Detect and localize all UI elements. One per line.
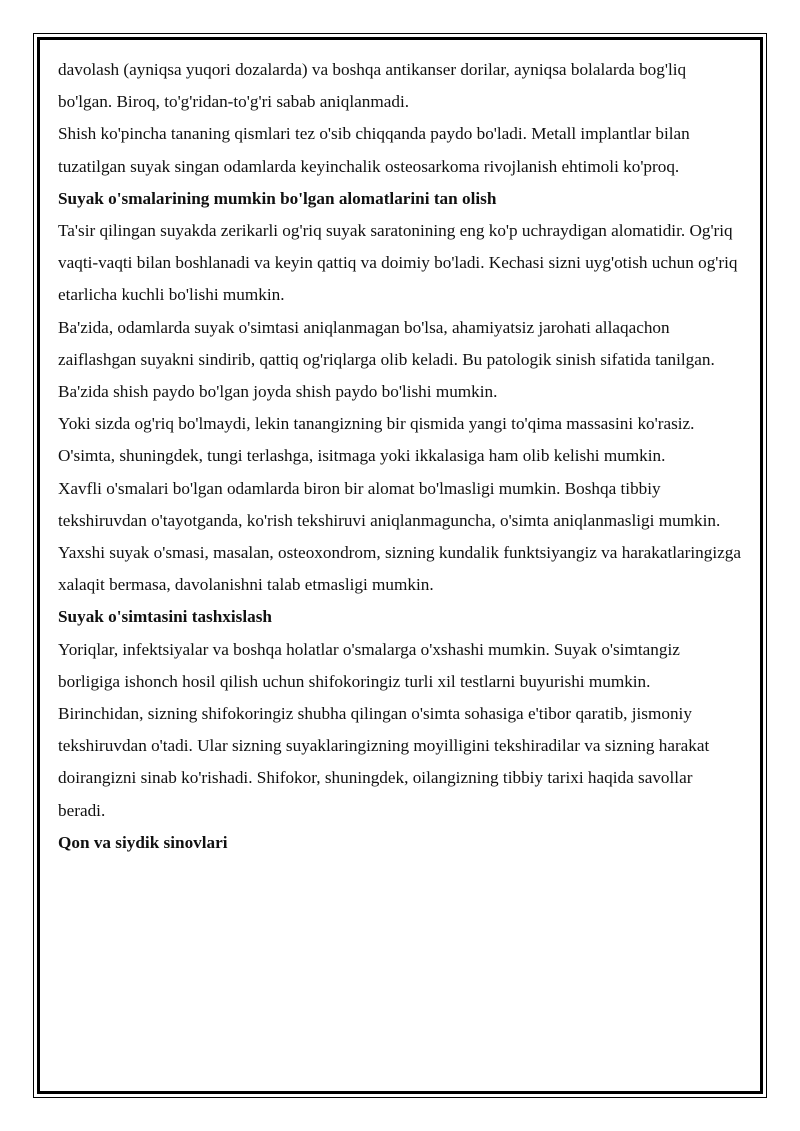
paragraph-intro-cont: davolash (ayniqsa yuqori dozalarda) va boshqa antikanser dorilar, ayniqsa bolalarda bog'liq bo'lgan. Biroq, to'g'ridan-to'g'ri sabab aniqlanmadi. — [58, 60, 687, 112]
paragraph-pain: Ta'sir qilingan suyakda zerikarli og'riq suyak saratonining eng ko'p uchraydigan alomatidir. Og'riq vaqti-vaqti bilan boshlanadi va keyin qattiq va doimiy bo'ladi. Kechasi sizni uyg'otish uchun og'riq etarlicha kuchli bo'lishi mumkin. — [58, 221, 738, 305]
heading-blood-urine: Qon va siydik sinovlari — [58, 832, 228, 852]
paragraph-no-symptoms: Xavfli o'smalari bo'lgan odamlarda biron bir alomat bo'lmasligi mumkin. Boshqa tibbiy tekshiruvdan o'tayotganda, ko'rish tekshiruvi aniqlanmaguncha, o'simta aniqlanmasligi mumkin. — [58, 478, 721, 530]
heading-symptoms: Suyak o'smalarining mumkin bo'lgan alomatlarini tan olish — [58, 188, 497, 208]
paragraph-tests: Yoriqlar, infektsiyalar va boshqa holatlar o'smalarga o'xshashi mumkin. Suyak o'simtangiz borligiga ishonch hosil qilish uchun shifokoringiz turli xil testlarni buyurishi mumkin. — [58, 639, 680, 691]
paragraph-mass: Yoki sizda og'riq bo'lmaydi, lekin tanangizning bir qismida yangi to'qima massasini ko'rasiz. O'simta, shuningdek, tungi terlashga, isitmaga yoki ikkalasiga ham olib kelishi mumkin. — [58, 414, 695, 466]
heading-diagnosis: Suyak o'simtasini tashxislash — [58, 607, 272, 627]
paragraph-causes: Shish ko'pincha tananing qismlari tez o'sib chiqqanda paydo bo'ladi. Metall implantlar bilan tuzatilgan suyak singan odamlarda keyinchalik osteosarkoma rivojlanish ehtimoli ko'proq. — [58, 124, 690, 176]
document-body — [58, 54, 743, 859]
paragraph-fracture: Ba'zida, odamlarda suyak o'simtasi aniqlanmagan bo'lsa, ahamiyatsiz jarohati allaqachon zaiflashgan suyakni sindirib, qattiq og'riqlarga olib keladi. Bu patologik sinish sifatida tanilgan. Ba'zida shish paydo bo'lgan joyda shish paydo bo'lishi mumkin. — [58, 317, 715, 402]
paragraph-exam: Birinchidan, sizning shifokoringiz shubha qilingan o'simta sohasiga e'tibor qaratib, jismoniy tekshiruvdan o'tadi. Ular sizning suyaklaringizning moyilligini tekshiradilar va sizning harakat doirangizni sinab ko'rishadi. Shifokor, shuningdek, oilangizning tibbiy tarixi haqida savollar beradi. — [58, 704, 710, 820]
paragraph-benign: Yaxshi suyak o'smasi, masalan, osteoxondrom, sizning kundalik funktsiyangiz va harakatlaringizga xalaqit bermasa, davolanishni talab etmasligi mumkin. — [58, 543, 741, 595]
